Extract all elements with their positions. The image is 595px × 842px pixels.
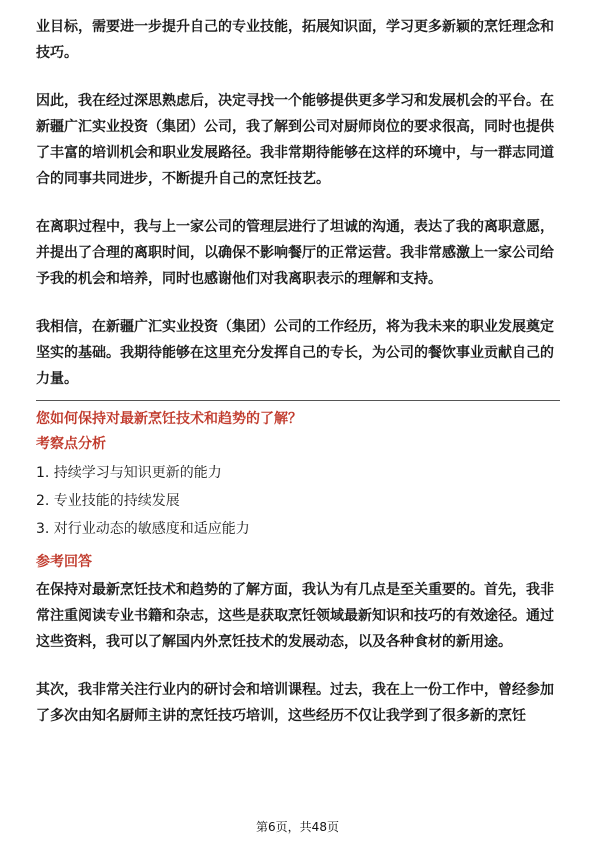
document-page	[36, 14, 560, 729]
answer-heading: 参考回答	[36, 554, 92, 570]
analysis-point-2: 2. 专业技能的持续发展	[36, 493, 180, 509]
analysis-point-3: 3. 对行业动态的敏感度和适应能力	[36, 521, 250, 537]
answer-paragraph-1: 在保持对最新烹饪技术和趋势的了解方面，我认为有几点是至关重要的。首先，我非常注重阅读专业书籍和杂志，这些是获取烹饪领域最新知识和技巧的有效途径。通过这些资料，我可以了解国内外烹饪技术的发展动态，以及各种食材的新用途。	[36, 582, 554, 650]
intro-paragraph-2: 因此，我在经过深思熟虑后，决定寻找一个能够提供更多学习和发展机会的平台。在新疆广汇实业投资（集团）公司，我了解到公司对厨师岗位的要求很高，同时也提供了丰富的培训机会和职业发展路径。我非常期待能够在这样的环境中，与一群志同道合的同事共同进步，不断提升自己的烹饪技艺。	[36, 93, 554, 187]
section-divider	[36, 400, 560, 401]
page-number-footer: 第6页，共48页	[256, 820, 339, 834]
answer-paragraph-2: 其次，我非常关注行业内的研讨会和培训课程。过去，我在上一份工作中，曾经参加了多次由知名厨师主讲的烹饪技巧培训，这些经历不仅让我学到了很多新的烹饪	[36, 682, 554, 724]
intro-paragraph-1: 业目标，需要进一步提升自己的专业技能，拓展知识面，学习更多新颖的烹饪理念和技巧。	[36, 19, 554, 61]
paragraph-gap	[36, 292, 560, 314]
analysis-heading: 考察点分析	[36, 436, 106, 452]
analysis-point-1: 1. 持续学习与知识更新的能力	[36, 465, 222, 481]
paragraph-gap	[36, 192, 560, 214]
paragraph-gap	[36, 655, 560, 677]
intro-paragraph-4: 我相信，在新疆广汇实业投资（集团）公司的工作经历，将为我未来的职业发展奠定坚实的基础。我期待能够在这里充分发挥自己的专长，为公司的餐饮事业贡献自己的力量。	[36, 319, 554, 387]
intro-paragraph-3: 在离职过程中，我与上一家公司的管理层进行了坦诚的沟通，表达了我的离职意愿，并提出了合理的离职时间，以确保不影响餐厅的正常运营。我非常感激上一家公司给予我的机会和培养，同时也感谢他们对我离职表示的理解和支持。	[36, 219, 554, 287]
interview-question: 您如何保持对最新烹饪技术和趋势的了解？	[36, 411, 302, 427]
paragraph-gap	[36, 66, 560, 88]
